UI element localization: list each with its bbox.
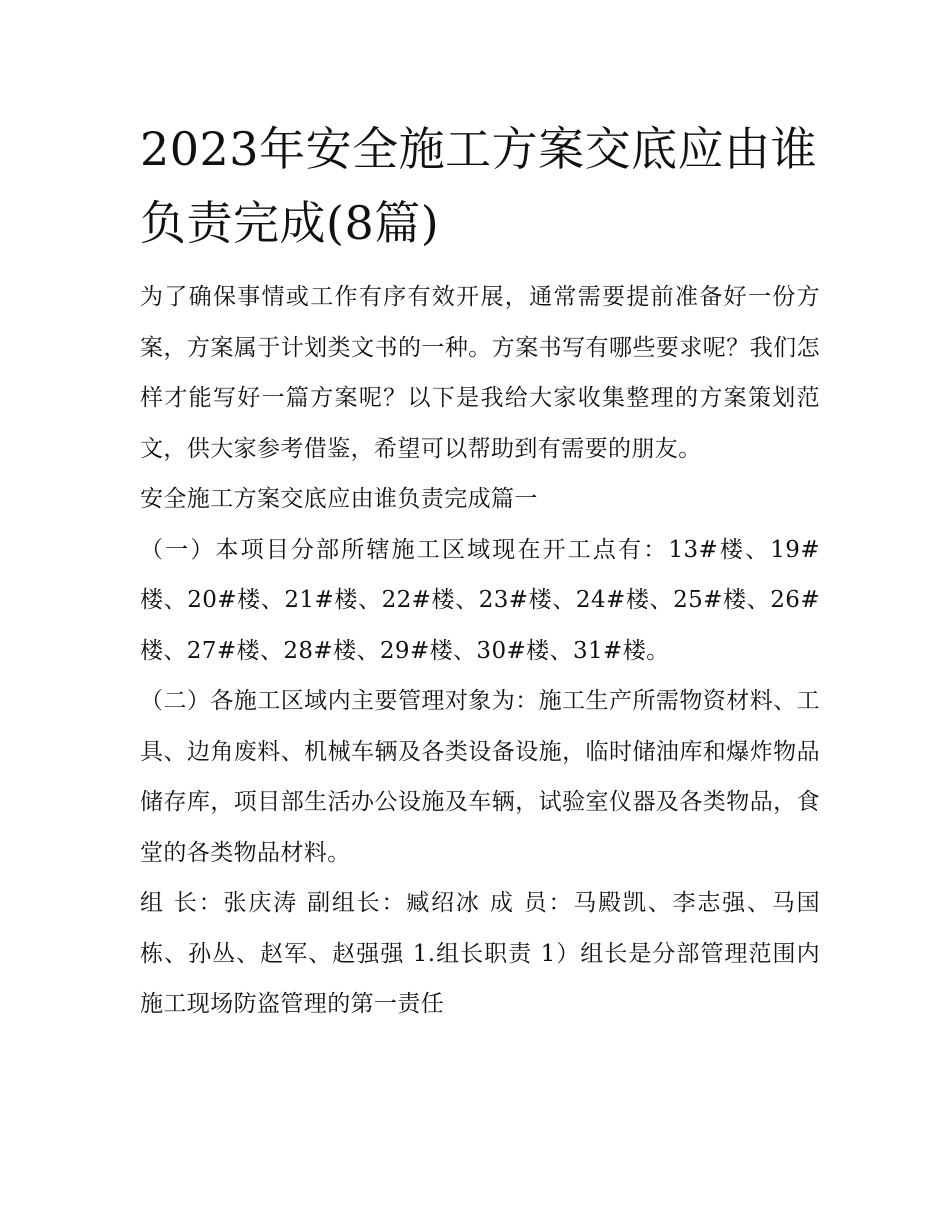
paragraph-work-sites: （一）本项目分部所辖施工区域现在开工点有：13#楼、19#楼、20#楼、21#楼、22#楼、23#楼、24#楼、25#楼、26#楼、27#楼、28#楼、29#楼、30#楼、31#楼。 [140,536,820,664]
paragraph-team-members: 组 长：张庆涛 副组长：臧绍冰 成 员：马殿凯、李志强、马国栋、孙丛、赵军、赵强强 1.组长职责 1）组长是分部管理范围内施工现场防盗管理的第一责任 [140,890,820,1017]
paragraph-management-objects: （二）各施工区域内主要管理对象为：施工生产所需物资材料、工具、边角废料、机械车辆及各类设备设施，临时储油库和爆炸物品储存库，项目部生活办公设施及车辆，试验室仪器及各类物品，食堂的各类物品材料。 [140,688,820,866]
section-heading: 安全施工方案交底应由谁负责完成篇一 [140,486,538,512]
document-page [140,112,820,1030]
document-title: 2023年安全施工方案交底应由谁负责完成(8篇) [140,122,818,250]
intro-paragraph: 为了确保事情或工作有序有效开展，通常需要提前准备好一份方案，方案属于计划类文书的一种。方案书写有哪些要求呢？我们怎样才能写好一篇方案呢？以下是我给大家收集整理的方案策划范文，供大家参考借鉴，希望可以帮助到有需要的朋友。 [140,284,820,462]
